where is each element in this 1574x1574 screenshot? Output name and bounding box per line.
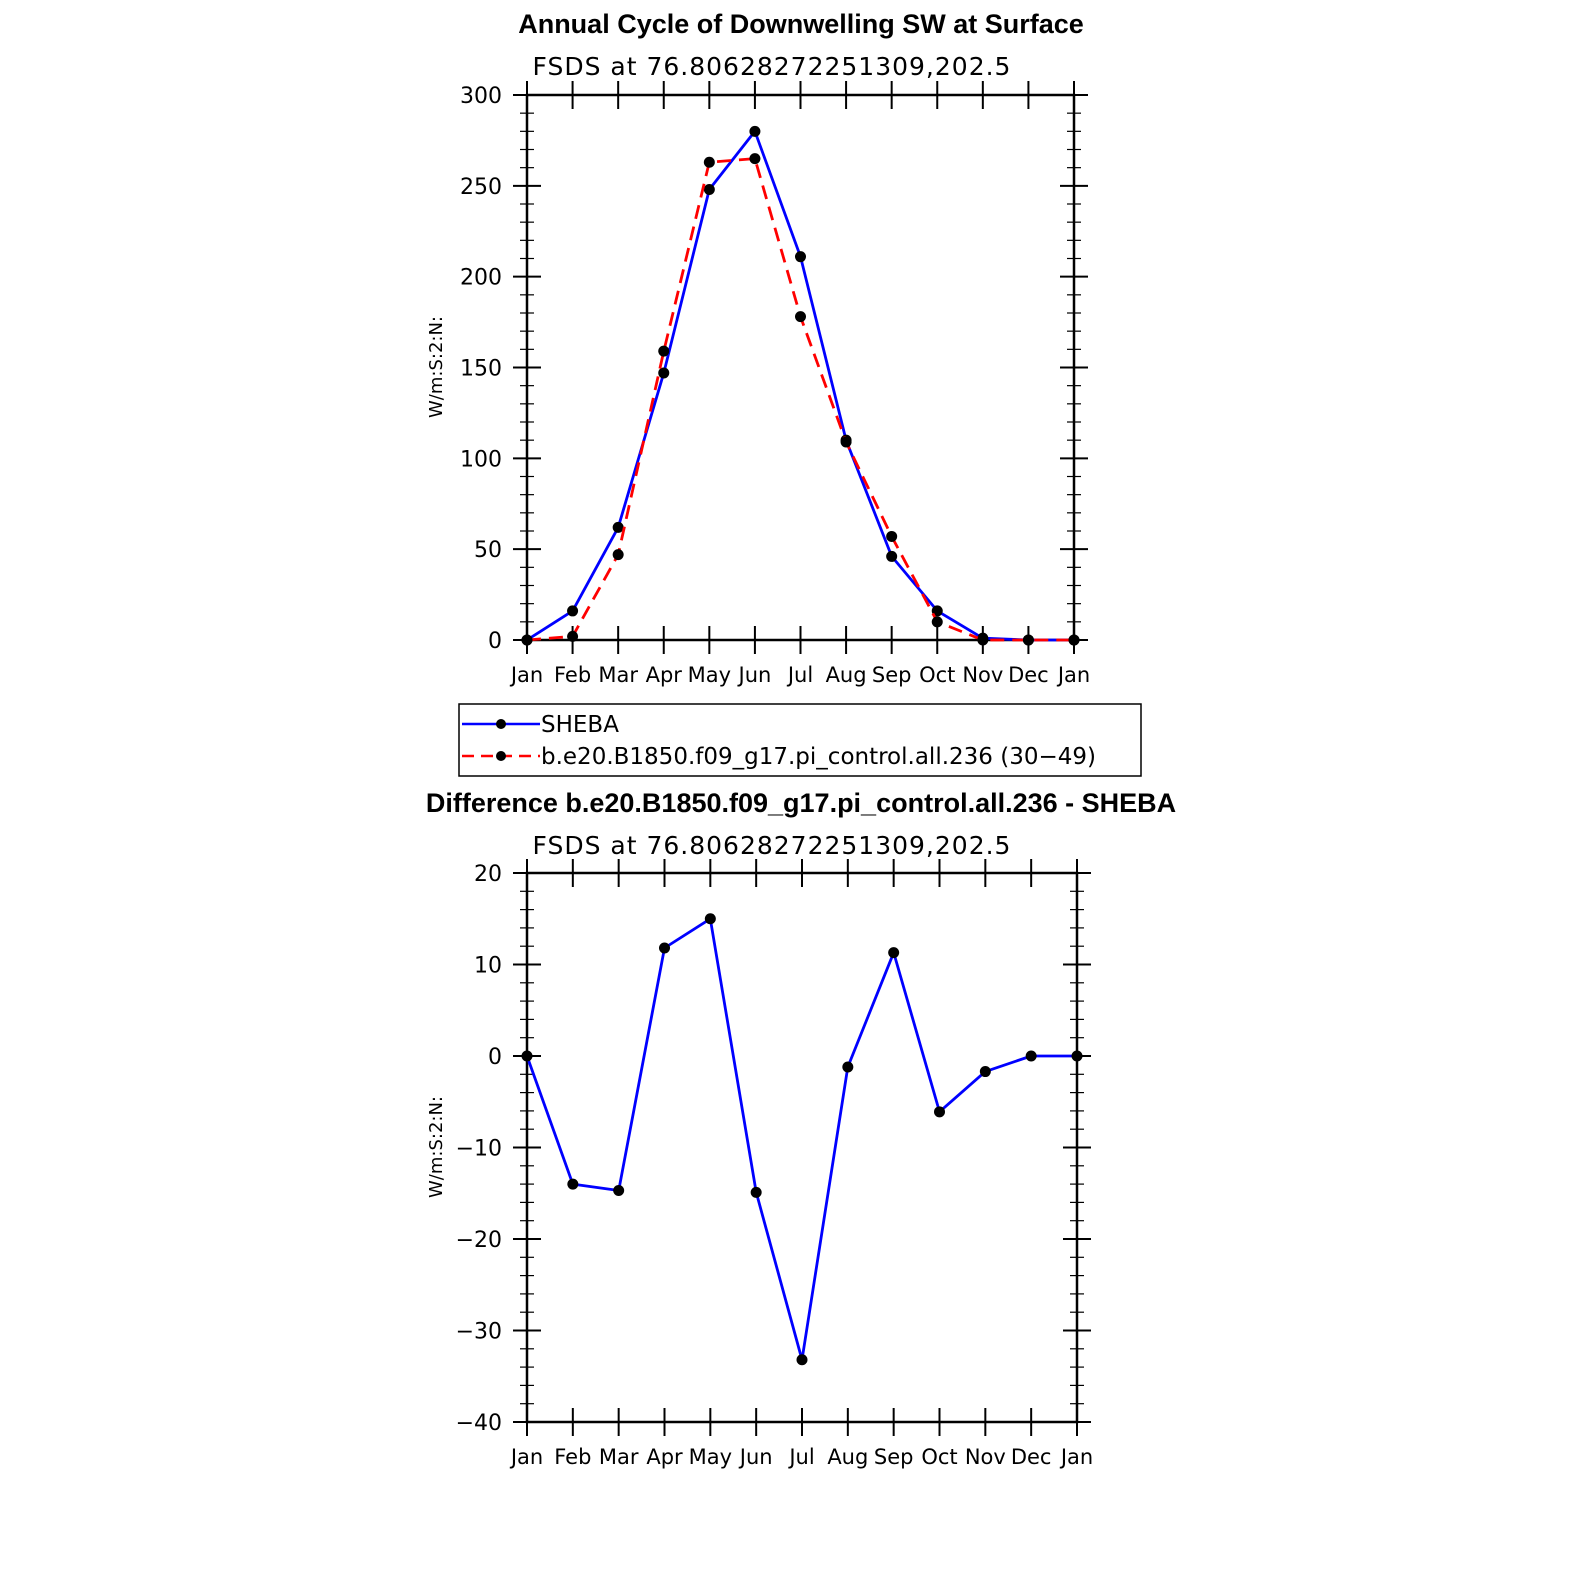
x-tick-label: Dec [1008,663,1049,687]
data-point [1072,1051,1083,1062]
data-point [842,1061,853,1072]
y-tick-label: 50 [474,538,502,564]
x-tick-label: Oct [921,1445,958,1469]
x-tick-label: Aug [827,1445,869,1469]
y-tick-label: −30 [455,1319,502,1345]
x-tick-label: Nov [962,663,1004,687]
data-point [841,436,852,447]
data-point [795,311,806,322]
data-point [749,153,760,164]
data-point [522,1051,533,1062]
y-tick-label: 20 [474,862,502,887]
x-tick-label: Feb [553,663,592,687]
data-point [704,157,715,168]
y-tick-label: 0 [488,1045,502,1070]
x-tick-label: Jan [510,663,544,687]
x-tick-label: May [688,1445,733,1469]
data-point [659,943,670,954]
data-point [613,549,624,560]
x-tick-label: Dec [1010,1445,1052,1469]
y-tick-label: 100 [460,447,502,473]
y-tick-label: 250 [460,174,502,200]
data-point [1026,1051,1037,1062]
y-axis-label: W/m:S:2:N: [426,1096,447,1198]
data-point [886,551,897,562]
x-tick-label: Oct [919,663,956,687]
chart-title: Difference b.e20.B1850.f09_g17.pi_control.all.236 - SHEBA [425,788,1177,818]
legend-marker-model [496,751,506,761]
y-tick-label: 10 [474,953,502,979]
data-point [658,367,669,378]
x-tick-label: Jul [787,663,814,687]
data-point [980,1066,991,1077]
data-point [613,1185,624,1196]
y-tick-label: 300 [460,84,502,109]
data-point [1069,635,1080,646]
x-tick-label: Mar [598,1445,639,1469]
y-tick-label: −40 [455,1411,502,1436]
y-tick-label: −20 [455,1228,502,1253]
series-line-0 [527,919,1077,1360]
y-tick-label: 200 [460,265,502,291]
data-point [886,531,897,542]
data-point [705,913,716,924]
x-tick-label: Jan [1057,663,1091,687]
legend-marker-sheba [496,719,506,729]
x-tick-label: Sep [871,663,912,687]
x-tick-label: May [687,663,732,687]
legend [459,704,1141,776]
legend-label-sheba: SHEBA [541,712,619,738]
y-tick-label: 0 [488,629,502,654]
x-tick-label: Jun [739,1445,773,1469]
x-tick-label: Apr [645,663,682,687]
plot-area [460,81,1090,687]
data-point [934,1106,945,1117]
legend-label-model: b.e20.B1850.f09_g17.pi_control.all.236 (30−49) [541,744,1096,770]
x-tick-label: Jun [738,663,772,687]
chart-subtitle: FSDS at 76.80628272251309,202.5 [532,831,1012,860]
x-tick-label: Apr [646,1445,683,1469]
x-tick-label: Sep [873,1445,914,1469]
x-tick-label: Jan [510,1445,544,1469]
data-point [797,1354,808,1365]
plot-frame [527,873,1077,1422]
x-tick-label: Feb [554,1445,592,1469]
x-tick-label: Nov [964,1445,1006,1469]
data-point [567,631,578,642]
data-point [1023,635,1034,646]
x-tick-label: Aug [825,663,867,687]
annual-cycle-panel [426,9,1090,687]
chart-title: Annual Cycle of Downwelling SW at Surface [518,9,1084,39]
series-line-0 [527,131,1074,640]
data-point [704,184,715,195]
data-point [932,616,943,627]
x-tick-label: Jan [1060,1445,1094,1469]
data-point [888,947,899,958]
x-tick-label: Mar [598,663,638,687]
y-tick-label: −10 [455,1136,502,1162]
data-point [522,635,533,646]
y-tick-label: 150 [460,356,502,382]
data-point [567,605,578,616]
data-point [977,635,988,646]
data-point [749,126,760,137]
series-line-1 [527,159,1074,640]
plot-area [456,859,1094,1469]
data-point [567,1179,578,1190]
y-axis-label: W/m:S:2:N: [426,316,447,418]
chart-subtitle: FSDS at 76.80628272251309,202.5 [532,52,1012,81]
difference-panel [426,788,1176,1469]
data-point [795,251,806,262]
plot-frame [527,95,1074,640]
data-point [658,346,669,357]
x-tick-label: Jul [789,1445,815,1469]
data-point [751,1187,762,1198]
